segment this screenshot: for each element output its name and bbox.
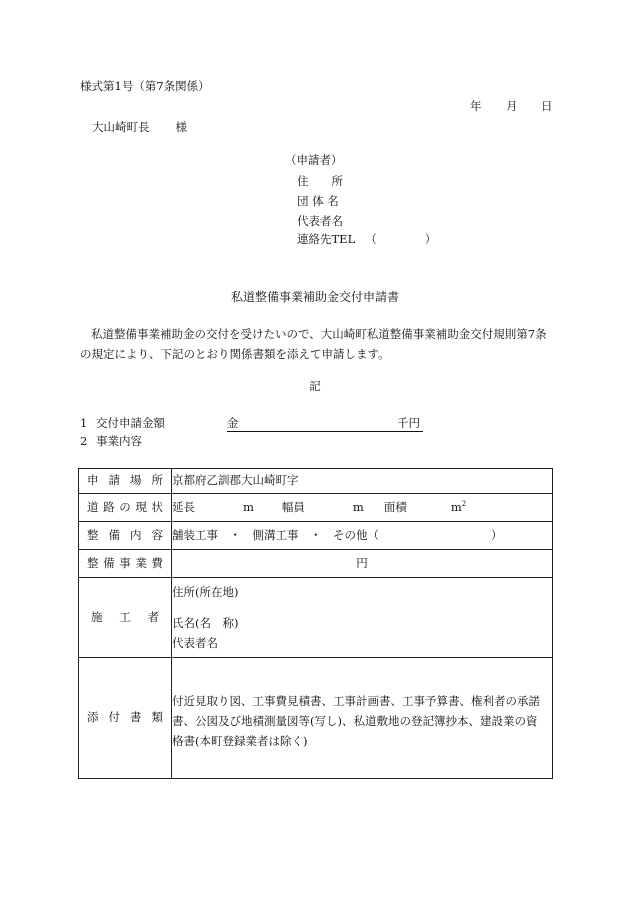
ki-heading: 記 <box>309 379 321 393</box>
cost-unit: 円 <box>356 555 368 570</box>
item-amount-number: 1 <box>80 416 88 430</box>
project-details-table <box>78 468 553 779</box>
table-row <box>79 494 553 522</box>
contractor-label: 施 工 者 <box>79 578 172 658</box>
road-area-label: 面積 <box>383 499 407 514</box>
applicant-representative-label: 代表者名 <box>297 214 343 228</box>
attachments-label: 添 付 書 類 <box>79 658 172 779</box>
body-paragraph: 私道整備事業補助金の交付を受けたいので、大山崎町私道整備事業補助金交付規則第7条の規定により、下記のとおり関係書類を添えて申請します。 <box>80 327 547 361</box>
item-content-label: 事業内容 <box>96 434 142 448</box>
road-area-unit: m2 <box>450 500 467 515</box>
contractor-rep-label: 代表者名 <box>172 636 218 650</box>
cost-value[interactable] <box>172 550 553 578</box>
cost-label: 整 備 事 業 費 <box>79 550 172 578</box>
road-length-label: 延長 <box>172 499 195 514</box>
road-width-label: 幅員 <box>281 499 305 514</box>
item-amount <box>80 418 165 430</box>
road-length-unit: m <box>243 499 254 514</box>
date-month: 月 <box>506 99 518 113</box>
amount-unit: 千円 <box>397 416 420 430</box>
applicant-title: （申請者） <box>285 153 343 167</box>
road-label: 道 路 の 現 状 <box>79 494 172 522</box>
addressee <box>92 122 187 134</box>
work-options: 舗装工事 ・ 側溝工事 ・ その他（ <box>172 527 379 542</box>
applicant-address-label: 住 所 <box>297 174 343 188</box>
addressee-honorific: 様 <box>175 120 187 134</box>
contractor-name-label: 氏名(名 称) <box>172 616 239 630</box>
contractor-value[interactable] <box>172 578 553 658</box>
item-content <box>80 436 142 448</box>
road-value[interactable] <box>172 494 553 522</box>
location-value[interactable]: 京都府乙訓郡大山崎町字 <box>172 469 553 494</box>
form-number: 様式第1号（第7条関係） <box>80 79 210 93</box>
amount-field[interactable] <box>227 418 423 432</box>
tel-close-paren: ） <box>424 232 437 246</box>
table-row <box>79 658 553 779</box>
date-year: 年 <box>470 99 482 113</box>
work-close-paren: ） <box>491 527 503 542</box>
addressee-name: 大山崎町長 <box>92 120 150 134</box>
work-label: 整 備 内 容 <box>79 522 172 550</box>
item-amount-label: 交付申請金額 <box>96 416 165 430</box>
table-row <box>79 578 553 658</box>
tel-open-paren: （ <box>365 232 377 246</box>
table-row <box>79 550 553 578</box>
date-day: 日 <box>541 99 553 113</box>
table-row <box>79 522 553 550</box>
applicant-tel <box>297 234 436 246</box>
applicant-tel-label: 連絡先TEL <box>297 232 356 246</box>
contractor-address-label: 住所(所在地) <box>172 585 239 599</box>
applicant-group-label: 団 体 名 <box>297 194 339 208</box>
document-title: 私道整備事業補助金交付申請書 <box>230 290 399 304</box>
attachments-value[interactable] <box>172 658 553 779</box>
table-row <box>79 469 553 494</box>
work-value[interactable] <box>172 522 553 550</box>
amount-prefix: 金 <box>227 416 239 430</box>
item-content-number: 2 <box>80 434 88 448</box>
attachments-list: 付近見取り図、工事費見積書、工事計画書、工事予算書、権利者の承諾書、公図及び地積測量図等(写し)、私道敷地の登記簿抄本、建設業の資格書(本町登録業者は除く) <box>172 694 540 748</box>
location-label: 申 請 場 所 <box>79 469 172 494</box>
road-width-unit: m <box>352 499 364 514</box>
